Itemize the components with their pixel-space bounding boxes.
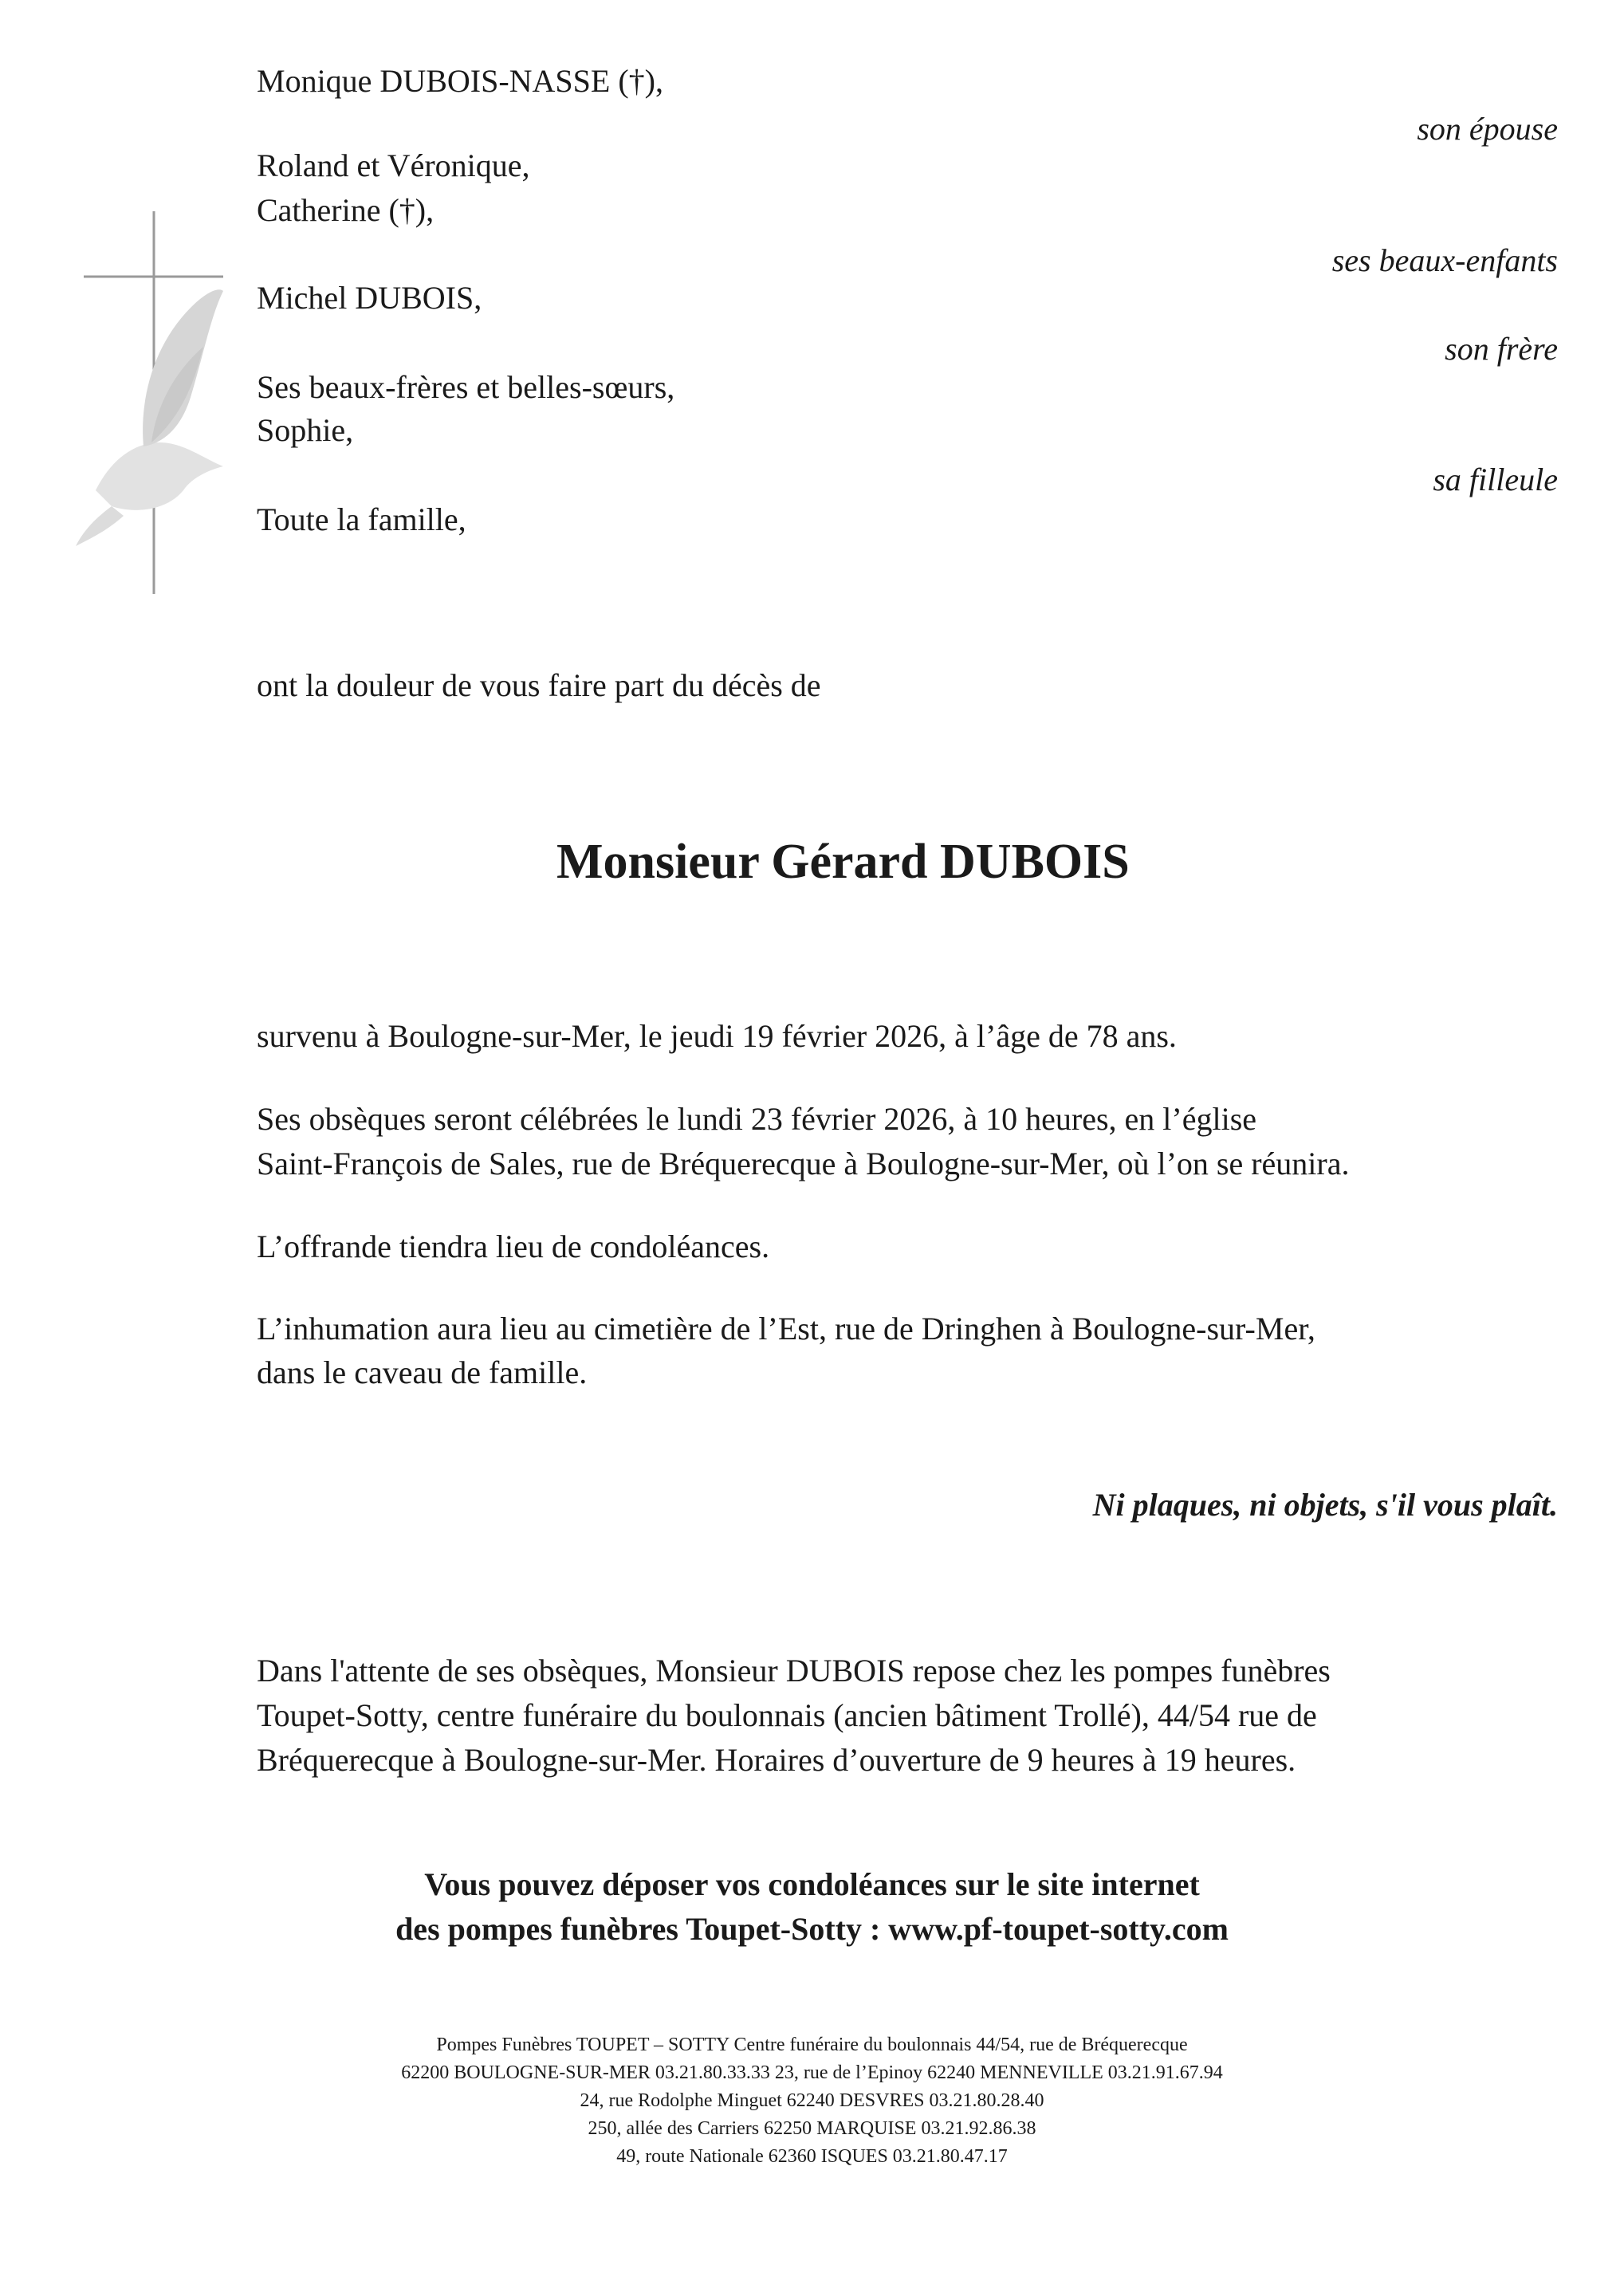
announcement-text: ont la douleur de vous faire part du décès de bbox=[257, 667, 821, 703]
footer-line1: Pompes Funèbres TOUPET – SOTTY Centre funéraire du boulonnais 44/54, rue de Bréquerecque bbox=[436, 2035, 1188, 2055]
footer-line5: 49, route Nationale 62360 ISQUES 03.21.80.47.17 bbox=[616, 2146, 1008, 2167]
family-line-stepchildren-1: Roland et Véronique, bbox=[257, 147, 530, 183]
family-line-brother: Michel DUBOIS, bbox=[257, 280, 482, 316]
footer-line2: 62200 BOULOGNE-SUR-MER 03.21.80.33.33 23, rue de l’Epinoy 62240 MENNEVILLE 03.21.91.67.94 bbox=[401, 2062, 1223, 2083]
viewing-line1: Dans l'attente de ses obsèques, Monsieur DUBOIS repose chez les pompes funèbres bbox=[257, 1653, 1331, 1689]
family-line-whole-family: Toute la famille, bbox=[257, 501, 466, 537]
burial-paragraph-line2: dans le caveau de famille. bbox=[257, 1354, 588, 1390]
role-spouse: son épouse bbox=[1417, 111, 1558, 147]
viewing-line2: Toupet-Sotty, centre funéraire du boulonnais (ancien bâtiment Trollé), 44/54 rue de bbox=[257, 1697, 1317, 1733]
footer-line3: 24, rue Rodolphe Minguet 62240 DESVRES 03.21.80.28.40 bbox=[580, 2090, 1044, 2111]
role-brother: son frère bbox=[1445, 331, 1558, 367]
family-line-goddaughter: Sophie, bbox=[257, 412, 354, 448]
death-paragraph: survenu à Boulogne-sur-Mer, le jeudi 19 février 2026, à l’âge de 78 ans. bbox=[257, 1018, 1177, 1054]
burial-paragraph-line1: L’inhumation aura lieu au cimetière de l’Est, rue de Dringhen à Boulogne-sur-Mer, bbox=[257, 1311, 1315, 1347]
footer-line4: 250, allée des Carriers 62250 MARQUISE 03.21.92.86.38 bbox=[588, 2118, 1036, 2139]
role-stepchildren: ses beaux-enfants bbox=[1331, 242, 1558, 278]
role-goddaughter: sa filleule bbox=[1433, 462, 1558, 497]
condolences-line1: Vous pouvez déposer vos condoléances sur le site internet bbox=[424, 1866, 1200, 1902]
cross-and-dove-icon bbox=[64, 203, 255, 602]
family-line-in-laws: Ses beaux-frères et belles-sœurs, bbox=[257, 369, 675, 405]
condolences-line2: des pompes funèbres Toupet-Sotty : www.pf-toupet-sotty.com bbox=[395, 1911, 1229, 1947]
family-line-stepchildren-2: Catherine (†), bbox=[257, 192, 435, 228]
funeral-paragraph-line2: Saint-François de Sales, rue de Bréquerecque à Boulogne-sur-Mer, où l’on se réunira. bbox=[257, 1146, 1350, 1181]
offering-paragraph: L’offrande tiendra lieu de condoléances. bbox=[257, 1229, 770, 1264]
viewing-line3: Bréquerecque à Boulogne-sur-Mer. Horaires d’ouverture de 9 heures à 19 heures. bbox=[257, 1742, 1296, 1778]
family-line-spouse: Monique DUBOIS-NASSE (†), bbox=[257, 63, 663, 99]
funeral-paragraph-line1: Ses obsèques seront célébrées le lundi 23 février 2026, à 10 heures, en l’église bbox=[257, 1101, 1257, 1137]
no-plaques-request: Ni plaques, ni objets, s'il vous plaît. bbox=[1092, 1487, 1558, 1523]
deceased-name: Monsieur Gérard DUBOIS bbox=[556, 835, 1130, 889]
